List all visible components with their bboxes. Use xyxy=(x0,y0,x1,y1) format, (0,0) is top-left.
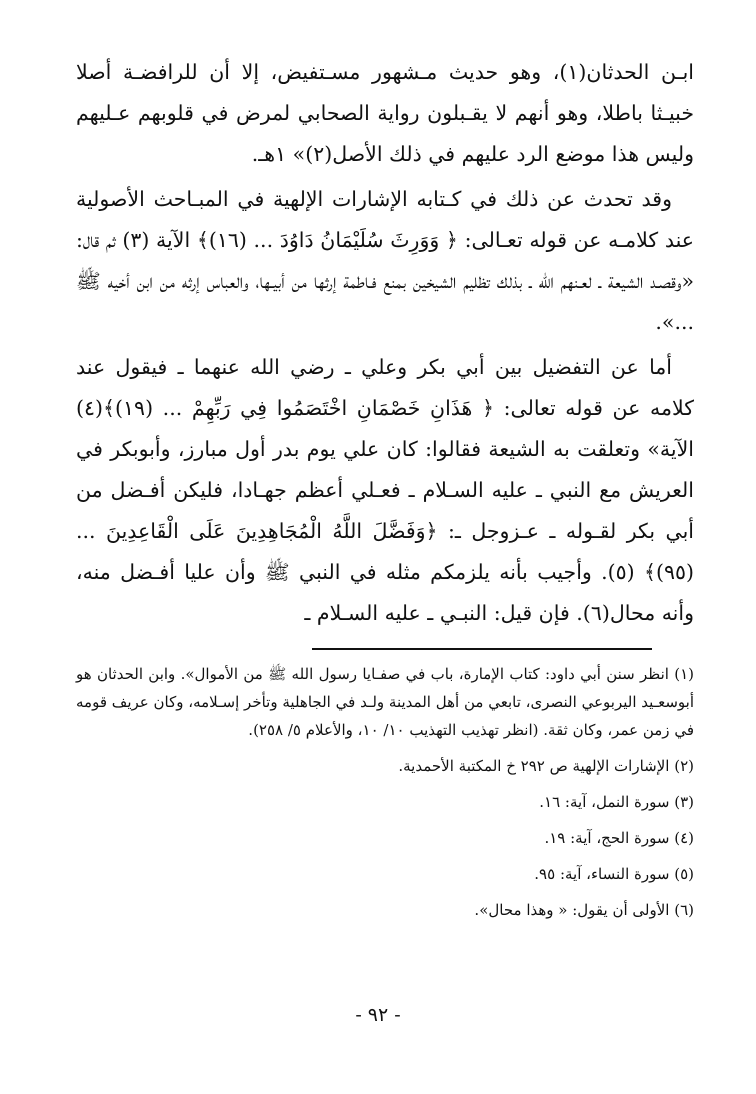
footnotes xyxy=(76,660,694,932)
page-number: - ٩٢ - xyxy=(355,1004,401,1026)
footnote-2: (٢) الإشارات الإلهية ص ٢٩٢ خ المكتبة الأحمدية. xyxy=(398,757,694,775)
paragraph-1: ابـن الحدثان(١)، وهو حديث مـشهور مسـتفيض، إلا أن للرافضـة أصلا خبيـثا باطلا، وهو أنهم لا يقـبلون رواية الصحابي لمرض في قلوبهم عـليهم وليس هذا موضع الرد عليهم في ذلك الأصل(٢)» ١هـ. xyxy=(76,60,695,166)
footnote-6: (٦) الأولى أن يقول: « وهذا محال». xyxy=(474,901,694,919)
paragraph-3: أما عن التفضيل بين أبي بكر وعلي ـ رضي الله عنهما ـ فيقول عند كلامه عن قوله تعالى: ﴿ هَذَانِ خَصْمَانِ اخْتَصَمُوا فِي رَبِّهِمْ ... (١٩)﴾(٤) الآية» وتعلقت به الشيعة فقالوا: كان علي يوم بدر أول مبارز، وأبوبكر في العريش مع النبي ـ عليه السـلام ـ فعـلي أعظم جهـادا، فليكن أفـضل من أبي بكر لقـوله ـ عـزوجل ـ: ﴿وَفَضَّلَ اللَّهُ الْمُجَاهِدِينَ عَلَى الْقَاعِدِينَ ...(٩٥)﴾ (٥). وأجيب بأنه يلزمكم مثله في النبي ﷺ وأن عليا أفـضل منه، وأنه محال(٦). فإن قيل: النبـي ـ عليه السـلام ـ xyxy=(76,355,694,625)
footnote-divider xyxy=(312,648,652,650)
footnote-3: (٣) سورة النمل، آية: ١٦. xyxy=(539,793,694,811)
footnote-1: (١) انظر سنن أبي داود: كتاب الإمارة، باب في صفـايا رسول الله ﷺ من الأموال». وابن الحدثان هو أبوسعـيد اليربوعي النصرى، تابعي من أهل المدينة ولـد في الجاهلية وتأخر إسـلامه، وكان عريف قومه في زمن عمر، وكان ثقة. (انظر تهذيب التهذيب ١٠/ ١٠، والأعلام ٥/ ٢٥٨). xyxy=(76,665,694,739)
footnote-4: (٤) سورة الحج، آية: ١٩. xyxy=(544,829,694,847)
paragraph-2: وقد تحدث عن ذلك في كـتابه الإشارات الإلهية في المبـاحث الأصولية عند كلامـه عن قوله تعـالى: ﴿ وَوَرِثَ سُلَيْمَانُ دَاوُدَ ... (١٦)﴾ الآية (٣) ثم قال: «وقصـد الشيعة ـ لعـنهم الله ـ بذلك تظليم الشيخين بمنع فـاطمة إرثها من أبيـها، والعباس إرثه من ابن أخيه ﷺ ...». xyxy=(76,187,694,334)
footnote-5: (٥) سورة النساء، آية: ٩٥. xyxy=(534,865,694,883)
